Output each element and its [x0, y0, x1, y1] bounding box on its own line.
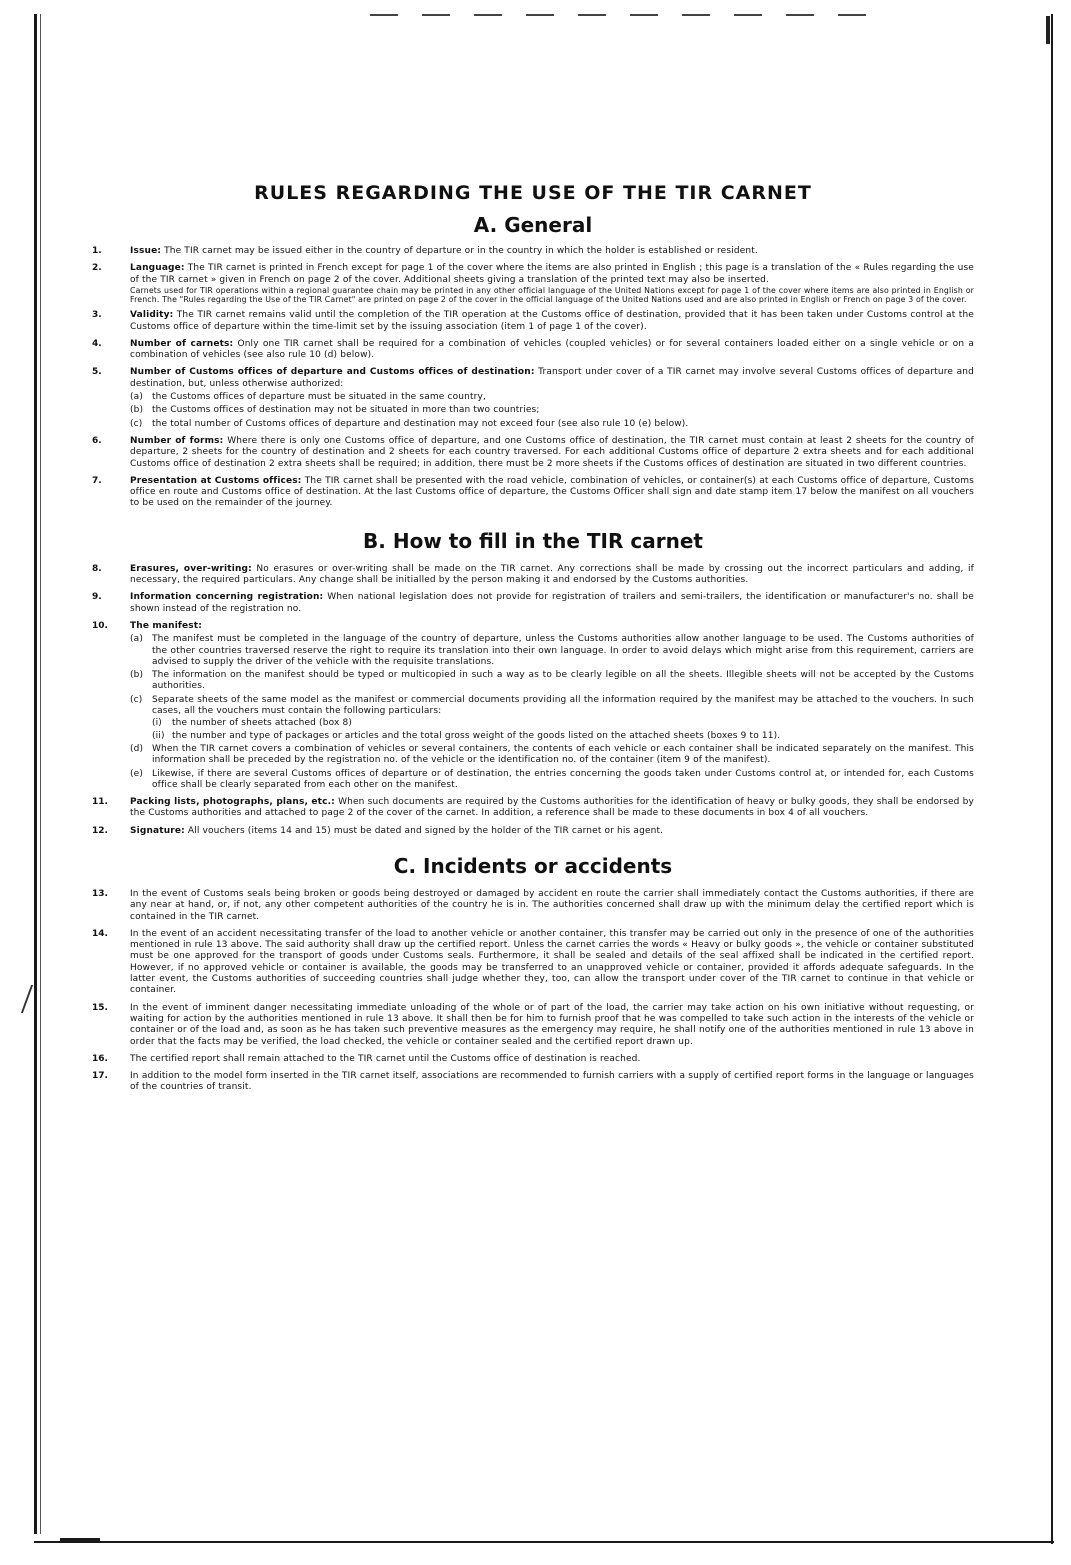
rule-number: 17.	[92, 1071, 108, 1082]
rule-number: 13.	[92, 888, 108, 899]
rule-14	[92, 929, 974, 997]
rule-lead: Signature:	[130, 825, 185, 836]
rule-text: When such documents are required by the Customs authorities for the identification of heavy or bulky goods, they shall be endorsed by the Customs authorities and attached to page 2 of the cover of the carnet. In addition, a reference shall be made to these documents in box 4 of all vouchers.	[130, 797, 975, 819]
subitem-text: the total number of Customs offices of departure and destination may not exceed four (see also rule 10 (e) below).	[152, 418, 689, 429]
scan-bottom-mark	[60, 1538, 100, 1543]
rule-lead: Validity:	[130, 310, 174, 321]
document-page	[92, 180, 974, 1100]
rule-number: 9.	[92, 592, 102, 603]
subsubitem-label: (ii)	[152, 730, 165, 741]
rule-text: The certified report shall remain attached to the TIR carnet until the Customs office of destination is reached.	[130, 1053, 641, 1064]
rule-subsubitem	[152, 718, 974, 729]
rule-6	[92, 436, 974, 470]
rule-text: Transport under cover of a TIR carnet may involve several Customs offices of departure and destination, but, unless otherwise authorized:	[130, 367, 975, 389]
rule-lead: Number of carnets:	[130, 338, 234, 349]
scan-left-mark	[21, 985, 45, 1013]
rule-17	[92, 1071, 974, 1094]
section-a-heading: A. General	[473, 213, 593, 237]
subsubitem-text: the number of sheets attached (box 8)	[172, 718, 352, 729]
rule-subitem	[130, 744, 974, 767]
rule-text: In the event of Customs seals being broken or goods being destroyed or damaged by accident en route the carrier shall immediately contact the Customs authorities, if there are any near at hand, or, if not, any other competent authorities of the country he is in. The authorities concerned shall draw up with the minimum delay the certified report which is contained in the TIR carnet.	[130, 888, 974, 922]
subitem-text: When the TIR carnet covers a combination of vehicles or several containers, the contents of each vehicle or each container shall be indicated separately on the manifest. This information shall be preceded by the registration no. of the vehicle or the identification no. of the container (item 9 of the manifest).	[152, 743, 974, 766]
rule-5	[92, 367, 974, 429]
rule-lead: Issue:	[130, 246, 162, 256]
rule-number: 8.	[92, 563, 102, 574]
rule-lead: Language:	[130, 263, 185, 274]
rule-lead: Number of forms:	[130, 435, 224, 446]
rule-10	[92, 621, 974, 791]
section-b-heading: B. How to fill in the TIR carnet	[363, 528, 703, 553]
rule-lead: Erasures, over-writing:	[130, 563, 252, 574]
rule-number: 10.	[92, 620, 108, 631]
rule-2	[92, 263, 974, 304]
subitem-text: The information on the manifest should be typed or multicopied in such a way as to be clearly legible on all the sheets. Illegible sheets will not be accepted by the Customs authorities.	[152, 670, 974, 692]
rule-number: 3.	[92, 310, 102, 321]
rule-number: 16.	[92, 1053, 108, 1064]
rule-subitem	[130, 392, 974, 403]
rule-subitem	[130, 670, 974, 693]
scan-top-dashes	[370, 14, 890, 16]
rule-text: The TIR carnet is printed in French except for page 1 of the cover where the items are also printed in English ; this page is a translation of the « Rules regarding the use of the TIR carnet » given in French on page 2 of the cover. Additional sheets giving a translation of the printed text may also be inserted.	[130, 263, 974, 285]
rule-3	[92, 310, 974, 333]
rule-lead: Information concerning registration:	[130, 592, 324, 603]
subitem-text: Separate sheets of the same model as the manifest or commercial documents providing all the information required by the manifest may be attached to the vouchers. In such cases, all the vouchers must contain the following particulars:	[152, 694, 974, 717]
scan-right-mark	[1046, 16, 1050, 44]
rule-text: No erasures or over-writing shall be made on the TIR carnet. Any corrections shall be made by crossing out the incorrect particulars and adding, if necessary, the required particulars. Any change shall be initialled by the person making it and endorsed by the Customs authorities.	[130, 563, 975, 586]
rule-number: 6.	[92, 435, 102, 446]
rule-8	[92, 564, 974, 587]
rule-text: When national legislation does not provide for registration of trailers and semi-trailers, the identification or manufacturer's no. shall be shown instead of the registration no.	[130, 592, 974, 614]
rule-number: 2.	[92, 263, 102, 274]
rule-number: 7.	[92, 475, 102, 486]
rule-9	[92, 592, 974, 615]
rule-text: The TIR carnet remains valid until the completion of the TIR operation at the Customs office of destination, provided that it has been taken under Customs control at the Customs office of departure within the time-limit set by the issuing association (item 1 of page 1 of the cover).	[130, 310, 974, 332]
subitem-label: (b)	[130, 405, 144, 416]
scan-border-left	[34, 14, 37, 1534]
rule-number: 14.	[92, 928, 108, 939]
rule-15	[92, 1003, 974, 1048]
scan-border-bottom	[34, 1541, 1054, 1543]
rule-12	[92, 826, 974, 837]
subitem-label: (c)	[130, 418, 143, 429]
subitem-label: (d)	[130, 743, 144, 754]
rule-text: Only one TIR carnet shall be required for a combination of vehicles (coupled vehicles) or for several containers loaded either on a single vehicle or on a combination of vehicles (see also rule 10 (d) below).	[130, 338, 974, 361]
subitem-label: (a)	[130, 634, 143, 645]
rule-number: 11.	[92, 797, 108, 808]
rule-subitem	[130, 405, 974, 416]
rule-text: The TIR carnet may be issued either in the country of departure or in the country in which the holder is established or resident.	[164, 246, 758, 256]
rule-11	[92, 797, 974, 820]
rule-number: 5.	[92, 367, 102, 378]
rule-text: In the event of an accident necessitating transfer of the load to another vehicle or another container, this transfer may be carried out only in the presence of one of the authorities mentioned in rule 13 above. The said authority shall draw up the certified report. Unless the carnet carries the words « Heavy or bulky goods », the vehicle or container substituted must be one approved for the transport of goods under Customs seals. Furthermore, it shall be sealed and details of the seal affixed shall be indicated in the certified report. However, if no approved vehicle or container is available, the goods may be transferred to an unapproved vehicle or container, provided it affords adequate safeguards. In the latter event, the Customs authorities of succeeding countries shall judge whether they, too, can allow the transport under cover of the TIR carnet to continue in that vehicle or container.	[130, 928, 974, 996]
rule-lead: The manifest:	[130, 620, 202, 631]
rule-text: In addition to the model form inserted in the TIR carnet itself, associations are recommended to furnish carriers with a supply of certified report forms in the language or languages of the countries of transit.	[130, 1071, 974, 1093]
rule-subitem	[130, 634, 974, 668]
rule-number: 4.	[92, 338, 102, 349]
rule-lead: Presentation at Customs offices:	[130, 475, 302, 486]
rule-subsubitem	[152, 731, 974, 742]
subitem-text: The manifest must be completed in the language of the country of departure, unless the Customs authorities allow another language to be used. The Customs authorities of the other countries traversed reserve the right to require its translation into their own language. In order to avoid delays which might arise from this requirement, carriers are advised to supply the driver of the vehicle with the requisite translations.	[152, 634, 974, 667]
rule-subitem	[130, 695, 974, 742]
rule-text: In the event of imminent danger necessitating immediate unloading of the whole or of part of the load, the carrier may take action on his own initiative without requesting, or waiting for action by the authorities mentioned in rule 13 above. It shall then be for him to furnish proof that he was compelled to take such action in the interests of the vehicle or container or of the load and, as soon as he has taken such preventive measures as the emergency may require, he shall notify one of the authorities mentioned in rule 13 above in order that the facts may be verified, the load checked, the vehicle or container sealed and the certified report drawn up.	[130, 1002, 974, 1047]
rule-number: 1.	[92, 246, 102, 256]
rule-4	[92, 339, 974, 362]
rule-16	[92, 1054, 974, 1065]
rule-number: 15.	[92, 1002, 108, 1013]
rule-text: All vouchers (items 14 and 15) must be dated and signed by the holder of the TIR carnet or his agent.	[187, 825, 664, 836]
subitem-text: the Customs offices of departure must be situated in the same country,	[152, 392, 486, 403]
scan-border-left-inner	[40, 14, 41, 1534]
rule-subitem	[130, 419, 974, 430]
subsubitem-text: the number and type of packages or articles and the total gross weight of the goods listed on the attached sheets (boxes 9 to 11).	[172, 730, 781, 741]
rule-small-note: Carnets used for TIR operations within a regional guarantee chain may be printed in any other official language of the United Nations except for page 1 of the cover where items are also printed in English or French. The "Rules regarding the Use of the TIR Carnet" are printed on page 2 of the cover in the official language of the United Nations used and are also printed in English or French on page 3 of the cover.	[130, 285, 974, 305]
scan-border-right	[1051, 14, 1053, 1544]
rule-subitem	[130, 769, 974, 792]
rule-7	[92, 476, 974, 510]
rule-text: The TIR carnet shall be presented with the road vehicle, combination of vehicles, or container(s) at each Customs office of departure, Customs office en route and Customs office of destination. At the last Customs office of departure, the Customs Officer shall sign and date stamp item 17 below the manifest on all vouchers to be used on the remainder of the journey.	[130, 475, 974, 509]
subitem-text: Likewise, if there are several Customs offices of departure or of destination, the entries concerning the goods taken under Customs control at, or intended for, each Customs office shall be clearly separated from each other on the manifest.	[152, 768, 974, 790]
subitem-label: (a)	[130, 392, 143, 403]
rule-text: Where there is only one Customs office of departure, and one Customs office of destination, the TIR carnet must contain at least 2 sheets for the country of departure, 2 sheets for the country of destination and 2 sheets for each country traversed. For each additional Customs office of departure 2 extra sheets and for each additional Customs office of destination 2 extra sheets shall be required; in addition, there must be 2 more sheets if the Customs offices of destination are situated in two different countries.	[130, 435, 974, 469]
section-c-heading: C. Incidents or accidents	[393, 853, 673, 878]
subsubitem-label: (i)	[152, 718, 162, 729]
subitem-label: (e)	[130, 768, 144, 779]
rule-13	[92, 889, 974, 923]
subitem-label: (b)	[130, 670, 144, 681]
rule-lead: Packing lists, photographs, plans, etc.:	[130, 797, 335, 808]
subitem-text: the Customs offices of destination may not be situated in more than two countries;	[152, 405, 540, 416]
rule-1	[92, 246, 974, 257]
document-title: RULES REGARDING THE USE OF THE TIR CARNET	[254, 182, 812, 204]
rule-lead: Number of Customs offices of departure and Customs offices of destination:	[130, 367, 535, 378]
subitem-label: (c)	[130, 694, 143, 705]
rule-number: 12.	[92, 825, 108, 836]
